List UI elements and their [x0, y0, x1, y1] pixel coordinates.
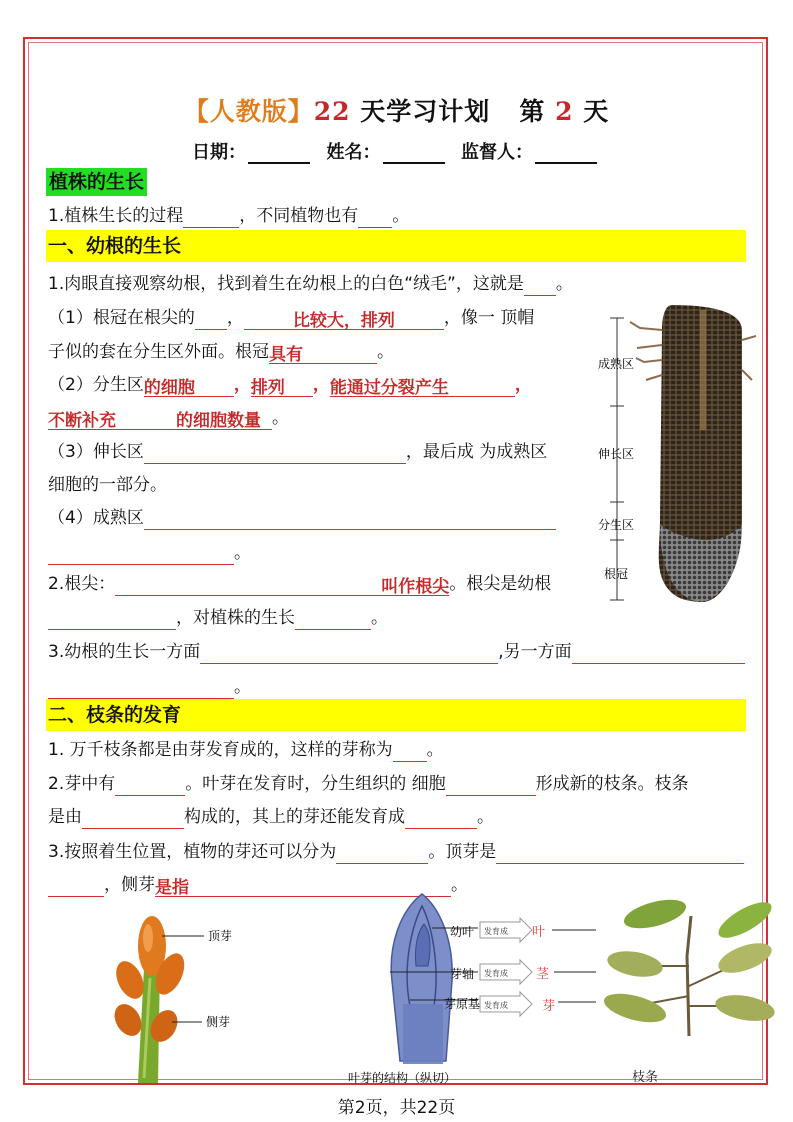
answer-blank[interactable] — [48, 544, 234, 565]
s2-q3b-text: ，侧芽 — [104, 875, 155, 895]
s1-q2-red[interactable]: 叫作根尖 — [115, 575, 449, 596]
s1-p3b: 细胞的一部分。 — [48, 475, 167, 495]
s1-p1-comma: ， — [226, 308, 244, 328]
s1-p2 — [48, 373, 532, 397]
leaf-bud-diagram — [348, 886, 600, 1086]
date-label: 日期： — [191, 142, 246, 163]
label-meristem-zone: 分生区 — [598, 518, 635, 532]
supervisor-field[interactable] — [535, 144, 597, 164]
s1-q2 — [48, 572, 551, 596]
s1-p1-red[interactable]: 比较大，排列 — [244, 309, 444, 330]
answer-blank[interactable] — [572, 643, 722, 664]
root-tip-diagram — [592, 300, 762, 610]
s1-p2-comma1: ， — [233, 375, 251, 395]
s1-q3-end: 。 — [234, 677, 251, 697]
s1-p1b-text: 子似的套在分生区外面。根冠 — [48, 342, 269, 362]
s2-q1 — [48, 738, 444, 762]
answer-blank[interactable] — [393, 741, 427, 762]
s1-q2b — [48, 606, 388, 630]
info-line — [0, 138, 793, 164]
s1-p2-red3[interactable]: 能通过分裂产生 — [330, 376, 515, 397]
edition: 人教版 — [209, 97, 288, 126]
s1-p2-comma2: ， — [312, 375, 330, 395]
answer-blank[interactable] — [336, 843, 428, 864]
s1-p2b-red2[interactable]: 的细胞数量 — [176, 409, 272, 430]
s1-p4-text: （4）成熟区 — [48, 508, 144, 528]
section-heading-1: 一、幼根的生长 — [46, 230, 746, 262]
answer-blank[interactable] — [200, 643, 498, 664]
name-field[interactable] — [383, 144, 445, 164]
s1-p2b-red1[interactable]: 不断补充 — [48, 409, 176, 430]
supervisor-label: 监督人： — [461, 142, 534, 163]
s1-p2-comma3: ， — [514, 375, 532, 395]
label-terminal-bud: 顶芽 — [208, 929, 233, 943]
bud-photo — [100, 908, 260, 1083]
question-main — [48, 204, 409, 228]
s1-q2-text: 2.根尖： — [48, 574, 116, 594]
leafbud-part-0: 幼叶 — [450, 925, 475, 939]
s2-q2 — [48, 772, 689, 796]
answer-blank[interactable] — [48, 678, 234, 699]
section-heading-2: 二、枝条的发育 — [46, 699, 746, 731]
s1-p4b — [48, 541, 251, 565]
day-suffix: 天 — [583, 97, 610, 126]
s1-p3-tail: ，最后成 为成熟区 — [405, 442, 548, 462]
answer-blank[interactable] — [48, 609, 176, 630]
s1-q1-end: 。 — [555, 274, 573, 294]
leafbud-result-1: 茎 — [536, 967, 550, 982]
leafbud-part-2: 芽原基 — [444, 997, 481, 1011]
bracket-open: 【 — [183, 97, 210, 126]
s2-q3 — [48, 840, 718, 864]
s2-q2b-text: 是由 — [48, 807, 82, 827]
s2-q2b-end: 。 — [477, 807, 494, 827]
leafbud-arrow-2: 发育成 — [484, 1001, 508, 1010]
answer-blank[interactable] — [144, 443, 406, 464]
s2-q2-mid: 。叶芽在发育时，分生组织的 细胞 — [185, 774, 446, 794]
answer-blank[interactable] — [295, 609, 371, 630]
answer-blank[interactable] — [405, 808, 477, 829]
s1-q1 — [48, 272, 573, 296]
answer-blank[interactable] — [446, 775, 536, 796]
label-root-cap: 根冠 — [604, 567, 629, 581]
s1-p1-text: （1）根冠在根尖的 — [48, 308, 195, 328]
s2-q3-mid: 。顶芽是 — [428, 842, 497, 862]
s1-p1-tail: ，像一 顶帽 — [443, 308, 535, 328]
answer-blank[interactable] — [115, 775, 185, 796]
s1-p1b-end: 。 — [377, 342, 394, 362]
s1-p2-red2[interactable]: 排列 — [251, 376, 313, 397]
leafbud-arrow-1: 发育成 — [484, 969, 508, 978]
s1-p4-end: 。 — [234, 543, 251, 563]
leafbud-result-2: 芽 — [542, 999, 556, 1014]
leafbud-part-1: 芽轴 — [450, 967, 475, 981]
date-field[interactable] — [248, 144, 310, 164]
question-main-mid: ，不同植物也有 — [239, 206, 359, 226]
plan-text: 天学习计划 — [360, 97, 491, 126]
s1-p1b — [48, 340, 394, 364]
s2-q2b-mid: 构成的，其上的芽还能发育成 — [184, 807, 405, 827]
label-elongation-zone: 伸长区 — [598, 447, 635, 461]
s1-p2-text: （2）分生区 — [48, 375, 144, 395]
section-heading-main: 植株的生长 — [46, 168, 147, 196]
s1-q2b-end: 。 — [371, 608, 388, 628]
s1-q2b-text: ，对植株的生长 — [176, 608, 295, 628]
s2-q3b-end: 。 — [451, 875, 468, 895]
page-title — [0, 92, 793, 128]
s2-q3-text: 3.按照着生位置，植物的芽还可以分为 — [48, 842, 337, 862]
leafbud-arrow-0: 发育成 — [484, 927, 508, 936]
s1-p2b-end: 。 — [272, 408, 289, 428]
branch-illustration — [595, 896, 780, 1084]
s1-p3 — [48, 440, 547, 464]
leafbud-result-0: 叶 — [532, 925, 546, 940]
answer-blank[interactable] — [183, 207, 239, 228]
s2-q1-text: 1. 万千枝条都是由芽发育成的，这样的芽称为 — [48, 740, 393, 760]
bracket-close: 】 — [287, 97, 314, 126]
plan-days: 22 — [313, 97, 351, 126]
s2-q3b-red[interactable]: 是指 — [155, 876, 451, 897]
label-maturation-zone: 成熟区 — [598, 357, 635, 371]
s1-p2b — [48, 406, 289, 430]
s1-q3 — [48, 640, 722, 664]
s2-q2b — [48, 805, 494, 829]
s1-q3-tail: ,另一方面 — [498, 642, 572, 662]
day-prefix: 第 — [519, 97, 546, 126]
leafbud-caption: 叶芽的结构（纵切） — [348, 1071, 457, 1085]
double-underline — [522, 863, 744, 864]
s2-q2-text: 2.芽中有 — [48, 774, 116, 794]
s1-q2-tail: 。根尖是幼根 — [449, 574, 552, 594]
answer-blank[interactable] — [524, 275, 556, 296]
branch-caption: 枝条 — [632, 1070, 659, 1085]
s1-q1-text: 1.肉眼直接观察幼根，找到着生在幼根上的白色“绒毛”，这就是 — [48, 274, 524, 294]
answer-blank[interactable] — [358, 207, 392, 228]
question-main-end: 。 — [392, 206, 410, 226]
s1-p3-text: （3）伸长区 — [48, 442, 144, 462]
answer-blank[interactable] — [48, 876, 104, 897]
s2-q1-end: 。 — [426, 740, 444, 760]
s1-p1 — [48, 306, 534, 330]
page-footer: 第2页，共22页 — [337, 1098, 456, 1118]
s2-q2-tail: 形成新的枝条。枝条 — [535, 774, 689, 794]
s1-q3-text: 3.幼根的生长一方面 — [48, 642, 201, 662]
answer-blank[interactable] — [82, 808, 184, 829]
double-underline — [595, 663, 745, 664]
label-lateral-bud: 侧芽 — [206, 1015, 231, 1029]
answer-blank[interactable] — [496, 843, 718, 864]
name-label: 姓名： — [326, 142, 381, 163]
answer-blank[interactable] — [195, 309, 227, 330]
day-number: 2 — [555, 97, 574, 126]
answer-blank[interactable] — [144, 509, 556, 530]
s1-q3b — [48, 675, 251, 699]
s1-p2-red1[interactable]: 的细胞 — [144, 376, 234, 397]
question-main-text: 1.植株生长的过程 — [48, 206, 184, 226]
s1-p1b-red[interactable]: 具有 — [269, 343, 377, 364]
s1-p4 — [48, 506, 556, 530]
